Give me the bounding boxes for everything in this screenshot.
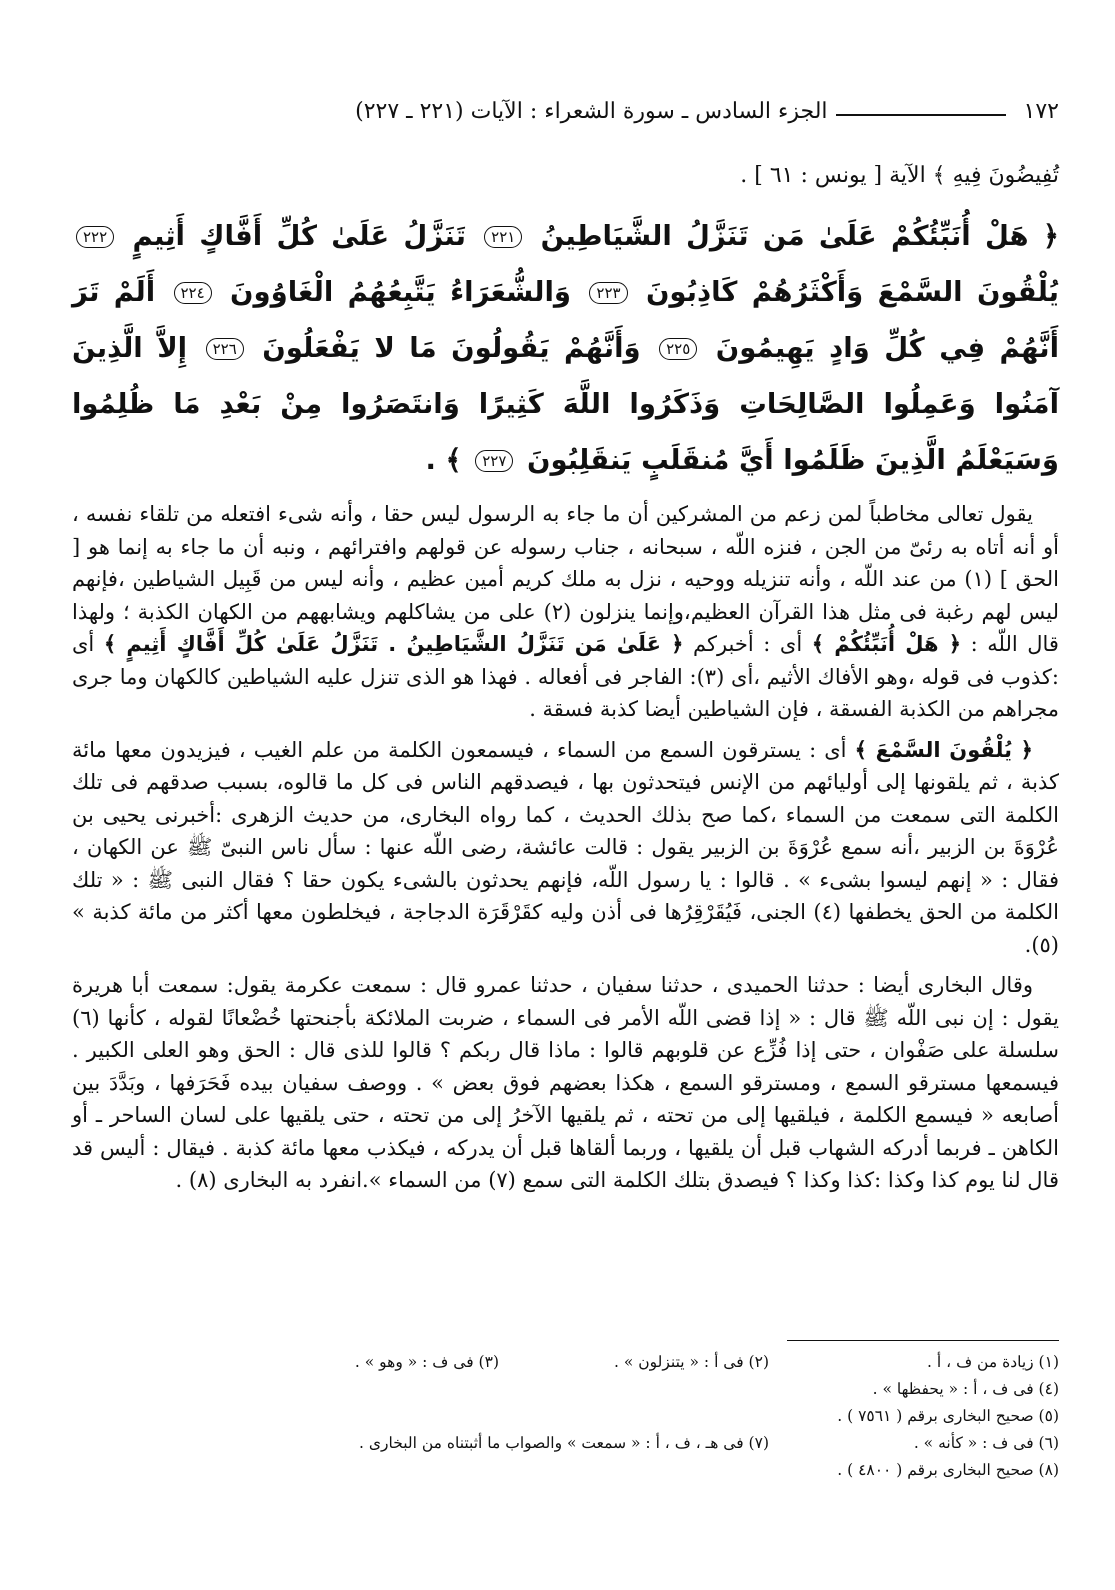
verses-closing: ﴾ . (425, 444, 462, 476)
footnote: (٢) فى أ : « يتنزلون » . (613, 1353, 769, 1371)
verse-text: أَلَمْ تَرَ أَنَّهُمْ فِي كُلِّ وَادٍ يَهِيمُونَ (72, 276, 1060, 364)
commentary-paragraph (72, 498, 1059, 726)
verse-text: وَأَنَّهُمْ يَقُولُونَ مَا لا يَفْعَلُونَ (262, 332, 641, 364)
page-number: ١٧٢ (1023, 99, 1059, 124)
quoted-verse: ﴿ يُلْقُونَ السَّمْعَ ﴾ (854, 737, 1033, 762)
footnote: (٣) فى ف : « وهو » . (354, 1353, 499, 1371)
paragraph-text: وقال البخارى أيضا : حدثنا الحميدى ، حدثنا سفيان ، حدثنا عمرو قال : سمعت عكرمة يقول: سمعت أبا هريرة يقول : إن نبى اللّه ﷺ قال : « إذا قضى اللّه الأمر فى السماء ، ضربت الملائكة بأجنحتها خُضْعانًا لقوله ، كأنها (٦) سلسلة على صَفْوان ، حتى إذا فُزِّع عن قلوبهم قالوا : ماذا قال ربكم ؟ قالوا للذى قال : الحق وهو العلى الكبير . فيسمعها مسترقو السمع ، ومسترقو السمع ، هكذا بعضهم فوق بعض » . ووصف سفيان بيده فَحَرَفها ، وبَدَّدَ بين أصابعه « فيسمع الكلمة ، فيلقيها إلى من تحته ، ثم يلقيها الآخرُ إلى من تحته ، حتى يلقيها على لسان الساحر ـ أو الكاهن ـ فربما أدركه الشهاب قبل أن يلقيها ، وربما ألقاها قبل أن يدركه ، فيكذب معها مائة كذبة . فيقال : أليس قد قال لنا يوم كذا وكذا :كذا وكذا ؟ فيصدق بتلك الكلمة التى سمع (٧) من السماء ».انفرد به البخارى (٨) . (72, 973, 1059, 1192)
verse-number: ٢٢٦ (206, 338, 244, 360)
footnote: (٥) صحيح البخارى برقم ( ٧٥٦١ ) . (837, 1407, 1059, 1425)
page-body (72, 158, 1059, 1197)
commentary-paragraph (72, 969, 1059, 1197)
continuation-line: تُفِيضُونَ فِيهِ ﴾ الآية [ يونس : ٦١ ] . (740, 163, 1059, 188)
footnote: (٦) فى ف : « كأنه » . (913, 1434, 1059, 1452)
verse-number: ٢٢٤ (174, 282, 212, 304)
quoted-verse: ﴿ عَلَىٰ مَن تَنَزَّلُ الشَّيَاطِينُ . تَنَزَّلُ عَلَىٰ كُلِّ أَفَّاكٍ أَثِيمٍ ﴾ (103, 632, 684, 656)
paragraph-text: أى :كذوب فى قوله ،وهو الأفاك الأثيم ،أى (٣): الفاجر فى أفعاله . فهذا هو الذى تنزل عليه الشياطين كالكهان وما جرى مجراهم من الكذبة الفسقة ، فإن الشياطين أيضا كذبة فسقة . (72, 632, 1059, 721)
header-rule (836, 114, 1006, 116)
footnote: (٧) فى هـ ، ف ، أ : « سمعت » والصواب ما أثبتناه من البخارى . (359, 1434, 769, 1452)
verse-text: وَالشُّعَرَاءُ يَتَّبِعُهُمُ الْغَاوُونَ (230, 276, 572, 308)
verse-number: ٢٢٢ (76, 226, 114, 248)
footnote-row (72, 1403, 1059, 1430)
footnotes (72, 1340, 1059, 1484)
verse-text: إِلاَّ الَّذِينَ آمَنُوا وَعَمِلُوا الصَّالِحَاتِ وَذَكَرُوا اللَّهَ كَثِيرًا وَانتَصَرُوا مِنْ بَعْدِ مَا ظُلِمُوا وَسَيَعْلَمُ الَّذِينَ ظَلَمُوا أَيَّ مُنقَلَبٍ يَنقَلِبُونَ (72, 332, 1059, 476)
verse-text: يُلْقُونَ السَّمْعَ وَأَكْثَرُهُمْ كَاذِبُونَ (645, 276, 1060, 308)
verse-text: تَنَزَّلُ عَلَىٰ كُلِّ أَفَّاكٍ أَثِيمٍ (132, 220, 466, 252)
footnote: (٨) صحيح البخارى برقم ( ٤٨٠٠ ) . (837, 1461, 1059, 1479)
footnote-row (72, 1457, 1059, 1484)
footnote-rule (787, 1340, 1059, 1341)
verse-number: ٢٢٧ (475, 450, 513, 472)
footnote: (١) زيادة من ف ، أ . (927, 1353, 1059, 1371)
quran-verses (72, 208, 1059, 488)
paragraph-text: أى : يسترقون السمع من السماء ، فيسمعون الكلمة من علم الغيب ، فيزيدون معها مائة كذبة ، ثم يلقونها إلى أوليائهم من الإنس فيتحدثون بها ، فيصدقهم الناس فى كل ما قالوه، بسبب صدقهم فى تلك الكلمة التى سمعت من السماء ،كما صح بذلك الحديث ، كما رواه البخارى، من حديث الزهرى :أخبرنى يحيى بن عُرْوَةَ بن الزبير ،أنه سمع عُرْوَةَ بن الزبير يقول : قالت عائشة، رضى اللّه عنها : سأل ناس النبىّ ﷺ عن الكهان ، فقال : « إنهم ليسوا بشىء » . قالوا : يا رسول اللّه، فإنهم يحدثون بالشىء يكون حقا ؟ فقال النبى ﷺ : « تلك الكلمة من الحق يخطفها (٤) الجنى، فَيُقَرْقِرُها فى أذن وليه كقَرْقَرَة الدجاجة ، فيخلطون معها أكثر من مائة كذبة » (٥). (72, 737, 1059, 957)
running-header (72, 88, 1059, 124)
quoted-verse: ﴿ هَلْ أُنَبِّئُكُمْ ﴾ (811, 632, 962, 656)
verse-number: ٢٢٥ (659, 338, 697, 360)
verse-text: ﴿ هَلْ أُنَبِّئُكُمْ عَلَىٰ مَن تَنَزَّلُ الشَّيَاطِينُ (540, 220, 1059, 252)
verse-number: ٢٢٣ (589, 282, 627, 304)
paragraph-text: أى : أخبركم (693, 632, 803, 656)
verse-number: ٢٢١ (484, 226, 522, 248)
header-title: الجزء السادس ـ سورة الشعراء : الآيات (٢٢١ ـ ٢٢٧) (355, 99, 828, 124)
paragraph-text: يقول تعالى مخاطباً لمن زعم من المشركين أن ما جاء به الرسول ليس حقا ، وأنه شىء افتعله من تلقاء نفسه ، أو أنه أتاه به رئىّ من الجن ، فنزه اللّه ، سبحانه ، جناب رسوله عن قولهم وافترائهم ، ونبه أن ما جاء به إنما هو [ الحق ] (١) من عند اللّه ، وأنه تنزيله ووحيه ، نزل به ملك كريم أمين عظيم ، وأنه ليس من قَبِيل الشياطين ،فإنهم ليس لهم رغبة فى مثل هذا القرآن العظيم،وإنما ينزلون (٢) على من يشاكلهم ويشابههم من الكهان الكذبة ؛ ولهذا قال اللّه : (72, 502, 1059, 656)
footnote: (٤) فى ف ، أ : « يحفظها » . (872, 1380, 1059, 1398)
footnote-row (72, 1349, 1059, 1376)
commentary-paragraph (72, 734, 1059, 962)
footnote-row (72, 1376, 1059, 1403)
footnote-row (72, 1430, 1059, 1457)
